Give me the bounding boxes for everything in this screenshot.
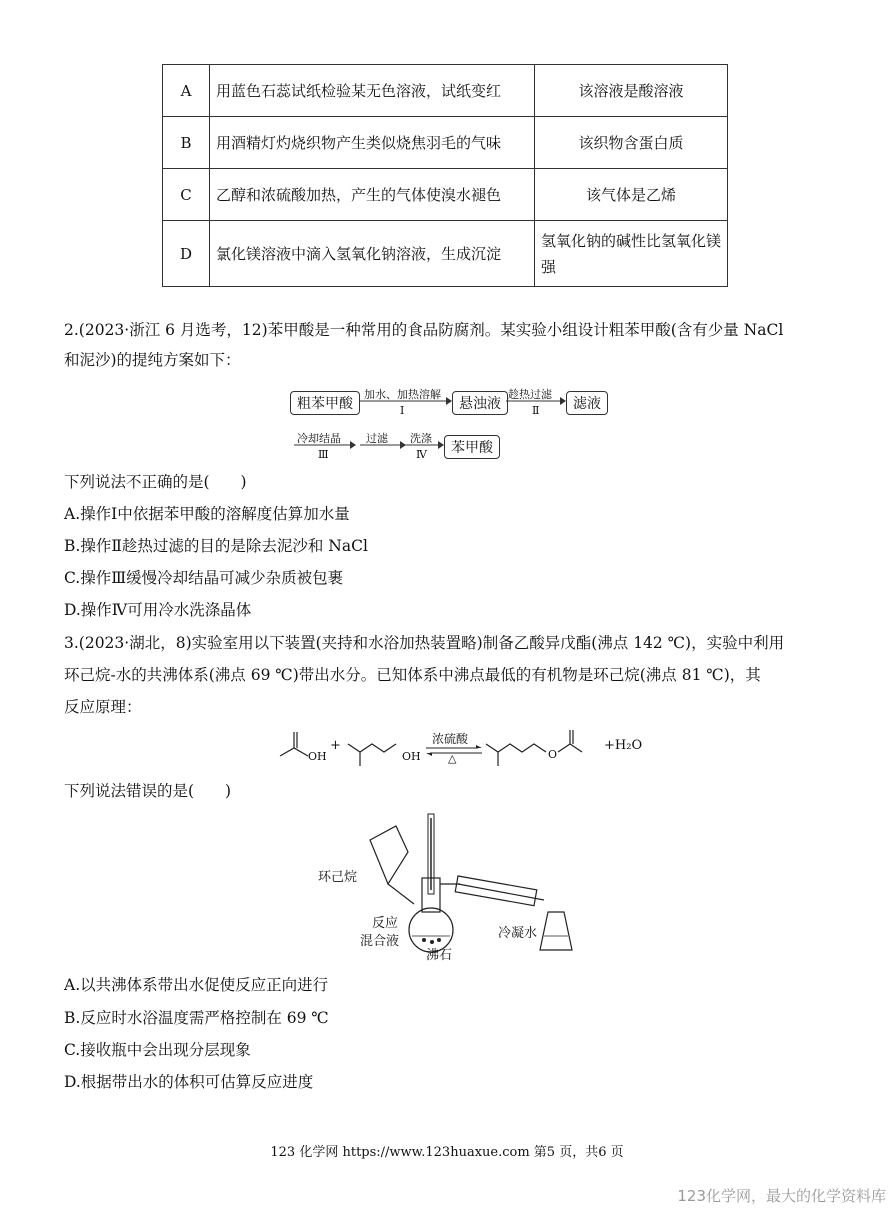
label-mixture-line1: 反应: [372, 916, 399, 931]
flow-step4-label: 过滤: [366, 432, 388, 445]
q3-stem-line2: 环己烷-水的共沸体系(沸点 69 ℃)带出水分。已知体系中沸点最低的有机物是环己烷(沸点 81 ℃)，其: [64, 666, 761, 684]
q3-stem-line1: 3.(2023·湖北，8)实验室用以下装置(夹持和水浴加热装置略)制备乙酸异戊酯(沸点 142 ℃)，实验中利用: [64, 634, 785, 652]
row-letter: B: [163, 117, 210, 169]
table-row: [163, 65, 728, 117]
q3-stem-line3: 反应原理：: [64, 698, 142, 716]
flow-step1-num: Ⅰ: [400, 404, 405, 417]
flow-step3-label: 冷却结晶: [297, 432, 341, 445]
row-conclusion: 该溶液是酸溶液: [535, 65, 728, 117]
flow-step2-label: 趁热过滤: [508, 388, 552, 401]
row-letter: A: [163, 65, 210, 117]
row-letter: D: [163, 221, 210, 287]
row-conclusion: 该织物含蛋白质: [535, 117, 728, 169]
heat-symbol: △: [448, 752, 457, 765]
flow-step3-num: Ⅲ: [318, 448, 329, 461]
flow-mid2-box: 滤液: [566, 391, 608, 415]
row-conclusion: 氢氧化钠的碱性比氢氧化镁强: [535, 221, 728, 287]
row-operation: 乙醇和浓硫酸加热，产生的气体使溴水褪色: [210, 169, 535, 221]
label-mixture-line2: 混合液: [360, 934, 400, 949]
row-operation: 用蓝色石蕊试纸检验某无色溶液，试纸变红: [210, 65, 535, 117]
q2-question: 下列说法不正确的是( ): [64, 473, 247, 491]
q3-option-c: C.接收瓶中会出现分层现象: [64, 1041, 251, 1059]
flow-step1-label: 加水、加热溶解: [364, 388, 441, 401]
row-operation: 用酒精灯灼烧织物产生类似烧焦羽毛的气味: [210, 117, 535, 169]
flow-step5-num: Ⅳ: [416, 448, 427, 461]
catalyst-label: 浓硫酸: [432, 732, 469, 746]
q3-question: 下列说法错误的是( ): [64, 782, 232, 800]
options-table: [162, 64, 728, 287]
flow-start-box: 粗苯甲酸: [290, 391, 360, 415]
isoamyl-acetate-structure: [482, 728, 606, 768]
q2-option-d: D.操作Ⅳ可用冷水洗涤晶体: [64, 601, 252, 619]
q2-option-c: C.操作Ⅲ缓慢冷却结晶可减少杂质被包裹: [64, 569, 344, 587]
row-operation: 氯化镁溶液中滴入氢氧化钠溶液，生成沉淀: [210, 221, 535, 287]
flow-arrow-1: [360, 396, 452, 406]
isoamyl-alcohol-structure: [344, 728, 404, 768]
isoamyl-alcohol-oh: OH: [402, 750, 421, 763]
ester-oxygen: O: [548, 748, 558, 761]
q2-stem-line1: 2.(2023·浙江 6 月选考，12)苯甲酸是一种常用的食品防腐剂。某实验小组设计粗苯甲酸(含有少量 NaCl: [64, 321, 784, 339]
q2-stem-line2: 和泥沙)的提纯方案如下：: [64, 351, 241, 369]
flow-arrow-4: [360, 440, 406, 450]
label-cyclohexane: 环己烷: [318, 870, 358, 885]
plus-sign: +: [330, 738, 341, 753]
flow-step2-num: Ⅱ: [532, 404, 540, 417]
page-footer: 123 化学网 https://www.123huaxue.com 第5 页，共6 页: [270, 1145, 624, 1160]
q3-option-a: A.以共沸体系带出水促使反应正向进行: [64, 976, 329, 994]
flow-mid1-box: 悬浊液: [452, 391, 508, 415]
q3-option-d: D.根据带出水的体积可估算反应进度: [64, 1073, 314, 1091]
row-conclusion: 该气体是乙烯: [535, 169, 728, 221]
table-row: [163, 169, 728, 221]
q2-option-a: A.操作Ⅰ中依据苯甲酸的溶解度估算加水量: [64, 505, 350, 523]
q2-option-b: B.操作Ⅱ趁热过滤的目的是除去泥沙和 NaCl: [64, 537, 368, 555]
flow-step5-label: 洗涤: [410, 432, 432, 445]
water-product: +H₂O: [604, 738, 643, 753]
watermark: 123化学网，最大的化学资料库: [677, 1187, 886, 1205]
label-boiling-stone: 沸石: [426, 948, 453, 963]
q3-option-b: B.反应时水浴温度需严格控制在 69 ℃: [64, 1009, 329, 1027]
flow-end-box: 苯甲酸: [444, 435, 500, 459]
label-cooling-water: 冷凝水: [498, 926, 538, 941]
table-row: [163, 117, 728, 169]
row-letter: C: [163, 169, 210, 221]
acetic-acid-oh: OH: [308, 750, 327, 763]
table-row: [163, 221, 728, 287]
